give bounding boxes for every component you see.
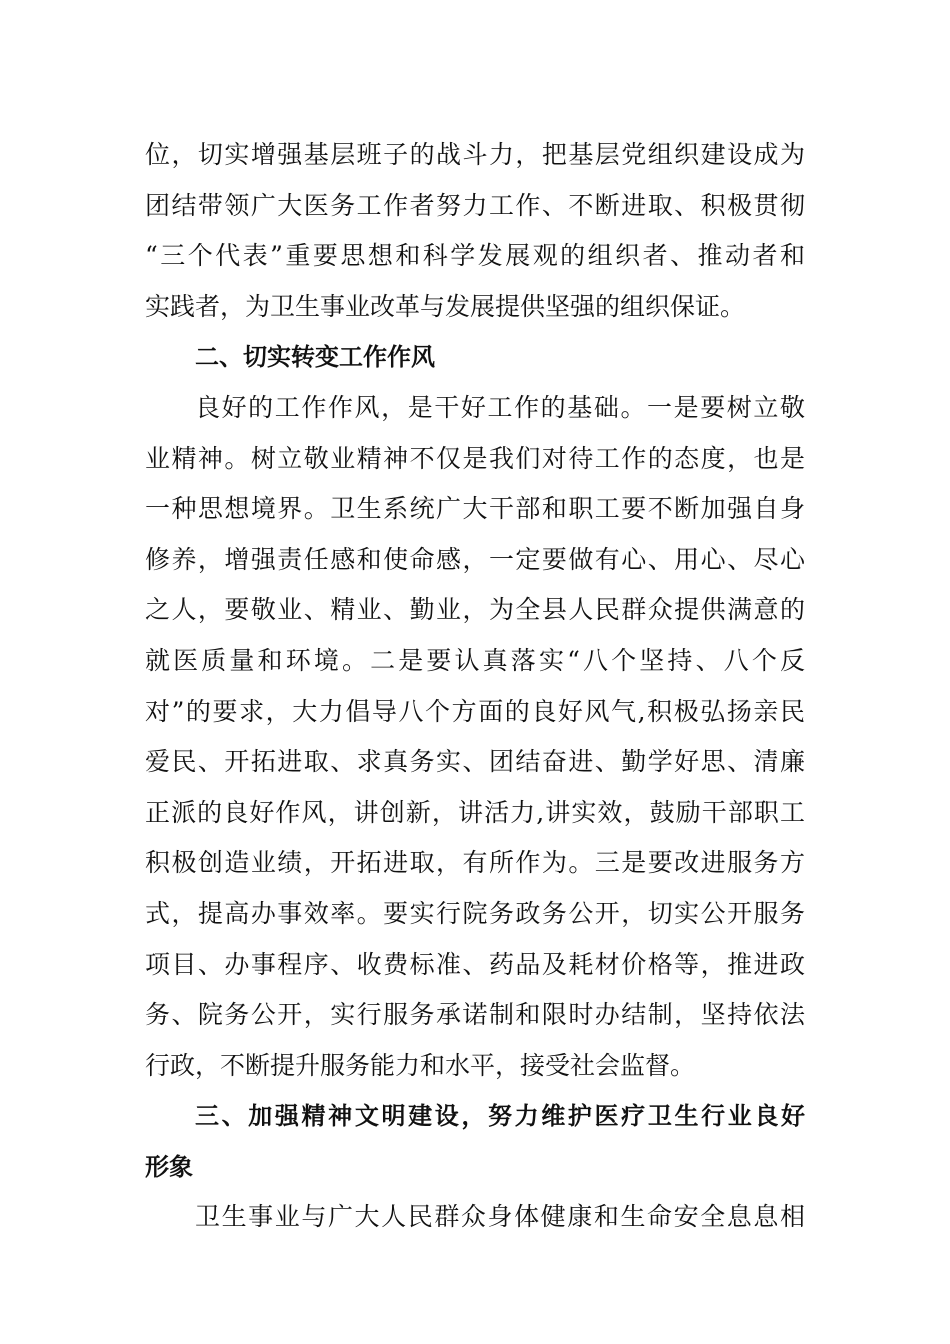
paragraph-line: 行政，不断提升服务能力和水平，接受社会监督。 [145, 1050, 696, 1080]
paragraph-line: 式，提高办事效率。要实行院务政务公开，切实公开服务 [145, 898, 805, 928]
paragraph-line: 卫生事业与广大人民群众身体健康和生命安全息息相 [195, 1202, 805, 1232]
paragraph-line: 积极创造业绩，开拓进取，有所作为。三是要改进服务方 [145, 848, 805, 878]
section-heading-line: 形象 [145, 1152, 193, 1181]
paragraph-line: 对”的要求，大力倡导八个方面的良好风气,积极弘扬亲民 [145, 696, 805, 726]
section-heading-work-style: 二、切实转变工作作风 [195, 343, 435, 372]
paragraph-work-style [145, 383, 805, 1091]
paragraph-line: “三个代表”重要思想和科学发展观的组织者、推动者和 [145, 241, 805, 271]
section-heading-line: 三、加强精神文明建设，努力维护医疗卫生行业良好 [195, 1102, 805, 1131]
paragraph-line: 就医质量和环境。二是要认真落实“八个坚持、八个反 [145, 645, 805, 675]
paragraph-line: 团结带领广大医务工作者努力工作、不断进取、积极贯彻 [145, 190, 805, 220]
paragraph-line: 正派的良好作风，讲创新，讲活力,讲实效，鼓励干部职工 [145, 797, 805, 827]
paragraph-line: 业精神。树立敬业精神不仅是我们对待工作的态度，也是 [145, 443, 805, 473]
paragraph-line: 项目、办事程序、收费标准、药品及耗材价格等，推进政 [145, 949, 805, 979]
paragraph-line: 一种思想境界。卫生系统广大干部和职工要不断加强自身 [145, 494, 805, 524]
paragraph-line: 位，切实增强基层班子的战斗力，把基层党组织建设成为 [145, 140, 805, 169]
paragraph-line: 务、院务公开，实行服务承诺制和限时办结制，坚持依法 [145, 1000, 805, 1030]
paragraph-health-safety [145, 1192, 805, 1243]
paragraph-party-organization [145, 130, 805, 332]
paragraph-line: 修养，增强责任感和使命感，一定要做有心、用心、尽心 [145, 544, 805, 574]
document-body [145, 130, 805, 1243]
paragraph-line: 爱民、开拓进取、求真务实、团结奋进、勤学好思、清廉 [145, 747, 805, 777]
paragraph-line: 良好的工作作风，是干好工作的基础。一是要树立敬 [195, 392, 805, 422]
section-heading-civilization [145, 1091, 805, 1192]
paragraph-line: 之人，要敬业、精业、勤业，为全县人民群众提供满意的 [145, 595, 805, 625]
paragraph-line: 实践者，为卫生事业改革与发展提供坚强的组织保证。 [145, 291, 746, 321]
